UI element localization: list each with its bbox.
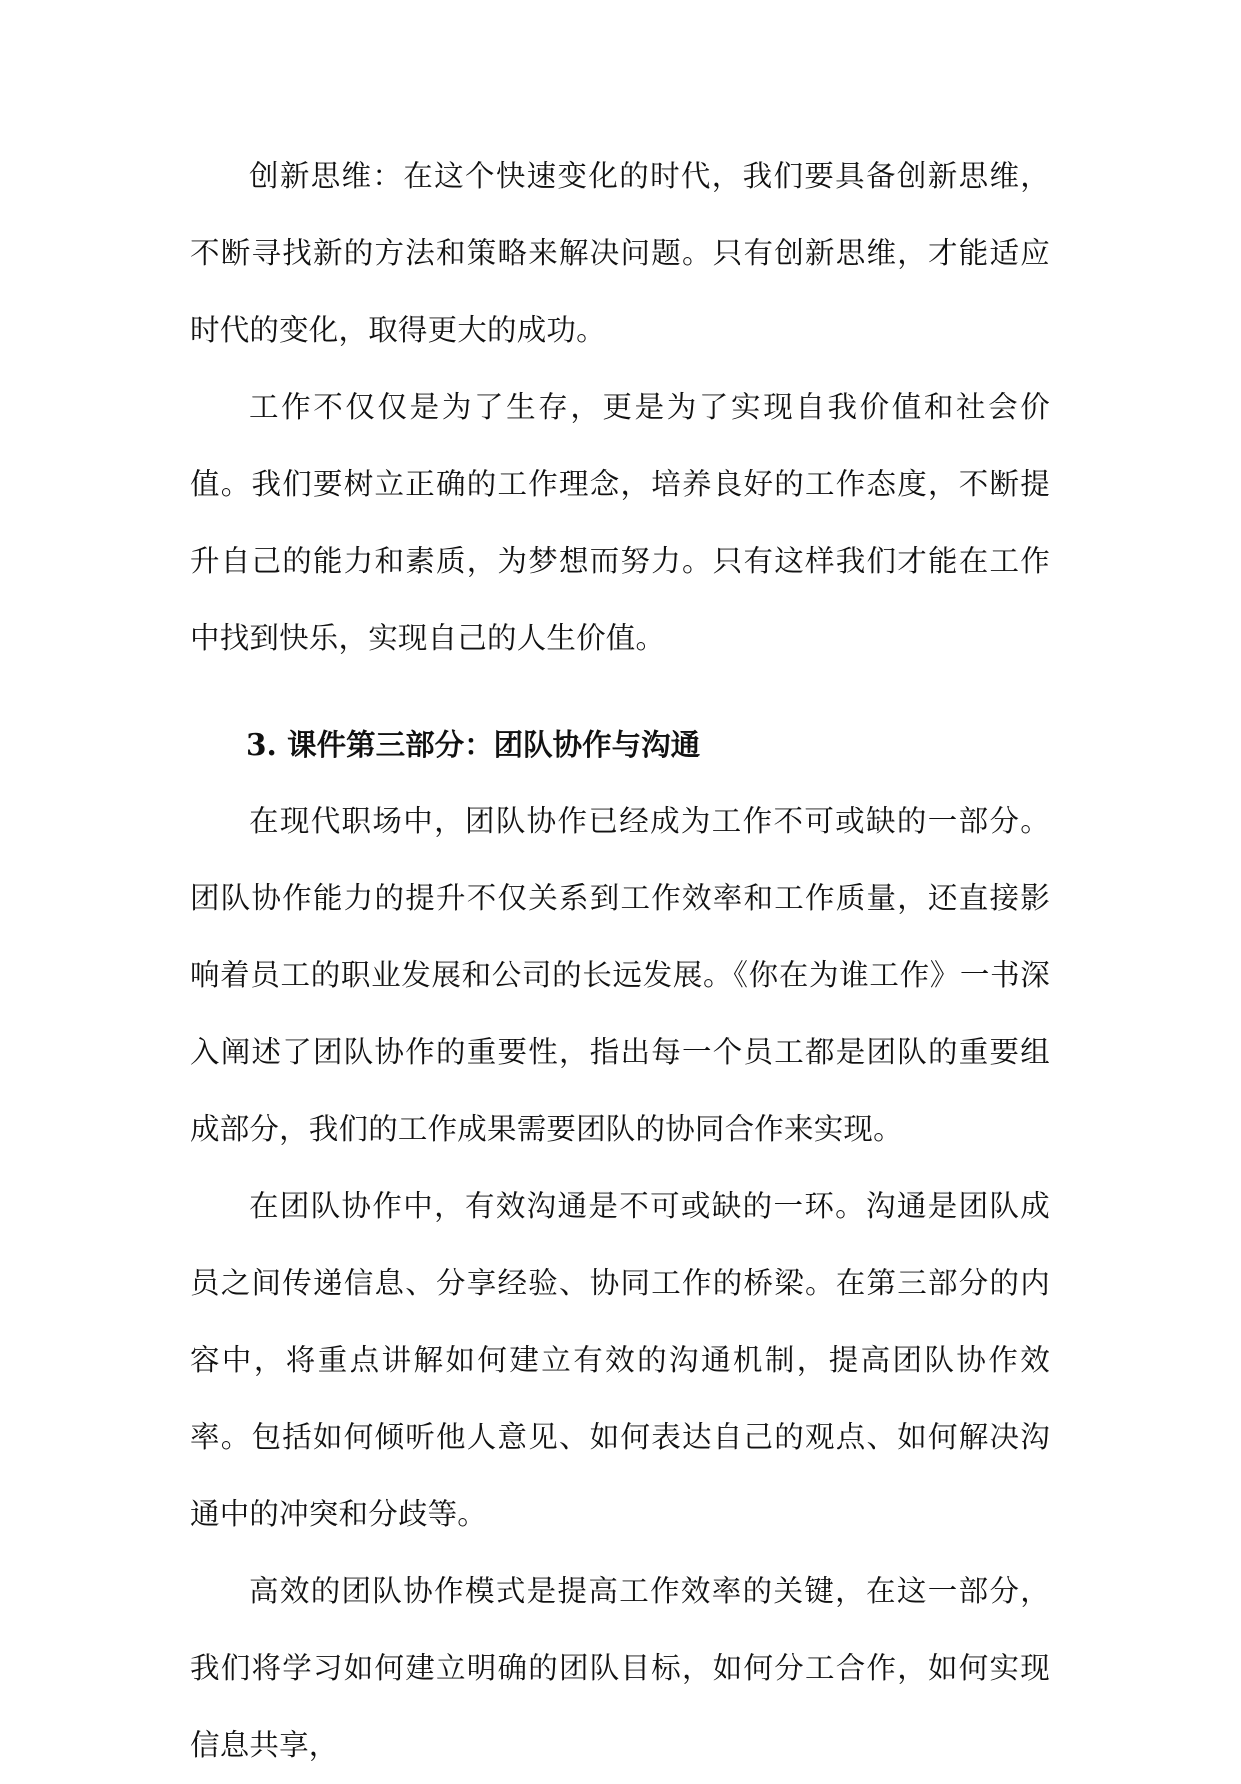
document-page (190, 138, 1050, 1784)
paragraph-communication: 在团队协作中，有效沟通是不可或缺的一环。沟通是团队成员之间传递信息、分享经验、协同工作的桥梁。在第三部分的内容中，将重点讲解如何建立有效的沟通机制，提高团队协作效率。包括如何倾听他人意见、如何表达自己的观点、如何解决沟通中的冲突和分歧等。 (190, 1189, 1050, 1531)
section-heading: 3. 课件第三部分：团队协作与沟通 (246, 727, 701, 762)
paragraph-teamwork: 在现代职场中，团队协作已经成为工作不可或缺的一部分。团队协作能力的提升不仅关系到工作效率和工作质量，还直接影响着员工的职业发展和公司的长远发展。《你在为谁工作》一书深入阐述了团队协作的重要性，指出每一个员工都是团队的重要组成部分，我们的工作成果需要团队的协同合作来实现。 (190, 804, 1050, 1146)
paragraph-work-value: 工作不仅仅是为了生存，更是为了实现自我价值和社会价值。我们要树立正确的工作理念，培养良好的工作态度，不断提升自己的能力和素质，为梦想而努力。只有这样我们才能在工作中找到快乐，实现自己的人生价值。 (190, 390, 1050, 655)
paragraph-innovation: 创新思维：在这个快速变化的时代，我们要具备创新思维，不断寻找新的方法和策略来解决问题。只有创新思维，才能适应时代的变化，取得更大的成功。 (190, 159, 1050, 347)
paragraph-efficient-team: 高效的团队协作模式是提高工作效率的关键，在这一部分，我们将学习如何建立明确的团队目标，如何分工合作，如何实现信息共享， (190, 1574, 1050, 1762)
